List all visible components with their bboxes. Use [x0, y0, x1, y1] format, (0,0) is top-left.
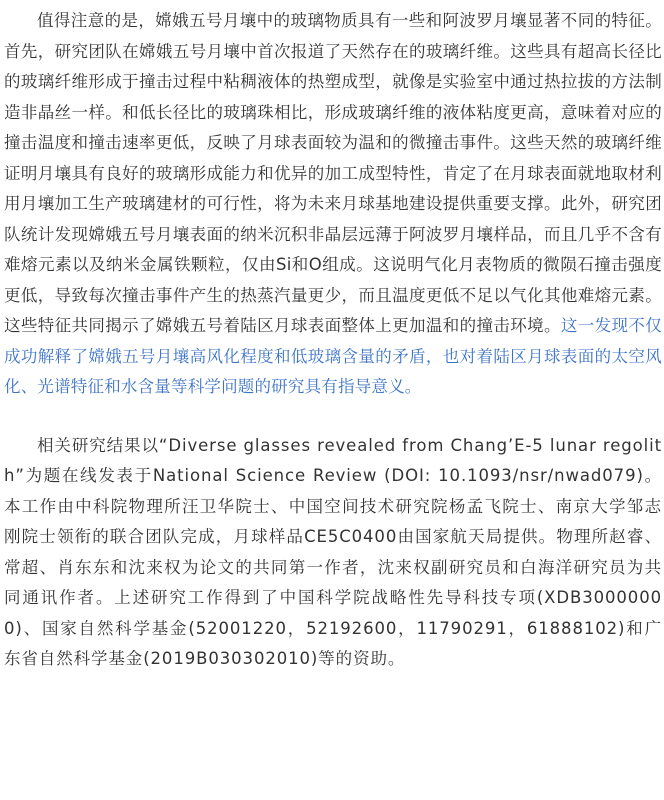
highlighted-conclusion: 这一发现不仅成功解释了嫦娥五号月壤高风化程度和低玻璃含量的矛盾，也对着陆区月球表面的太空风化、光谱特征和水含量等科学问题的研究具有指导意义。: [4, 316, 663, 396]
paragraph-publication-info: [4, 431, 662, 675]
paragraph-glass-fibers: [4, 6, 662, 403]
paragraph-glass-fibers-text: 值得注意的是，嫦娥五号月壤中的玻璃物质具有一些和阿波罗月壤显著不同的特征。首先，研究团队在嫦娥五号月壤中首次报道了天然存在的玻璃纤维。这些具有超高长径比的玻璃纤维形成于撞击过程中粘稠液体的热塑成型，就像是实验室中通过热拉拔的方法制造非晶丝一样。和低长径比的玻璃珠相比，形成玻璃纤维的液体粘度更高，意味着对应的撞击温度和撞击速率更低，反映了月球表面较为温和的微撞击事件。这些天然的玻璃纤维证明月壤具有良好的玻璃形成能力和优异的加工成型特性，肯定了在月球表面就地取材利用月壤加工生产玻璃建材的可行性，将为未来月球基地建设提供重要支撑。此外，研究团队统计发现嫦娥五号月壤表面的纳米沉积非晶层远薄于阿波罗月壤样品，而且几乎不含有难熔元素以及纳米金属铁颗粒，仅由Si和O组成。这说明气化月表物质的微陨石撞击强度更低，导致每次撞击事件产生的热蒸汽量更少，而且温度更低不足以气化其他难熔元素。这些特征共同揭示了嫦娥五号着陆区月球表面整体上更加温和的撞击环境。: [4, 11, 662, 335]
paragraph-publication-info-text: 相关研究结果以“Diverse glasses revealed from Chang’E-5 lunar regolith”为题在线发表于National Science Review (DOI: 10.1093/nsr/nwad079)。本工作由中科院物理所汪卫华院士、中国空间技术研究院杨孟飞院士、南京大学邹志刚院士领衔的联合团队完成，月球样品CE5C0400由国家航天局提供。物理所赵睿、常超、肖东东和沈来权为论文的共同第一作者，沈来权副研究员和白海洋研究员为共同通讯作者。上述研究工作得到了中国科学院战略性先导科技专项(XDB30000000)、国家自然科学基金(52001220，52192600，11790291，61888102)和广东省自然科学基金(2019B030302010)等的资助。: [4, 435, 663, 668]
